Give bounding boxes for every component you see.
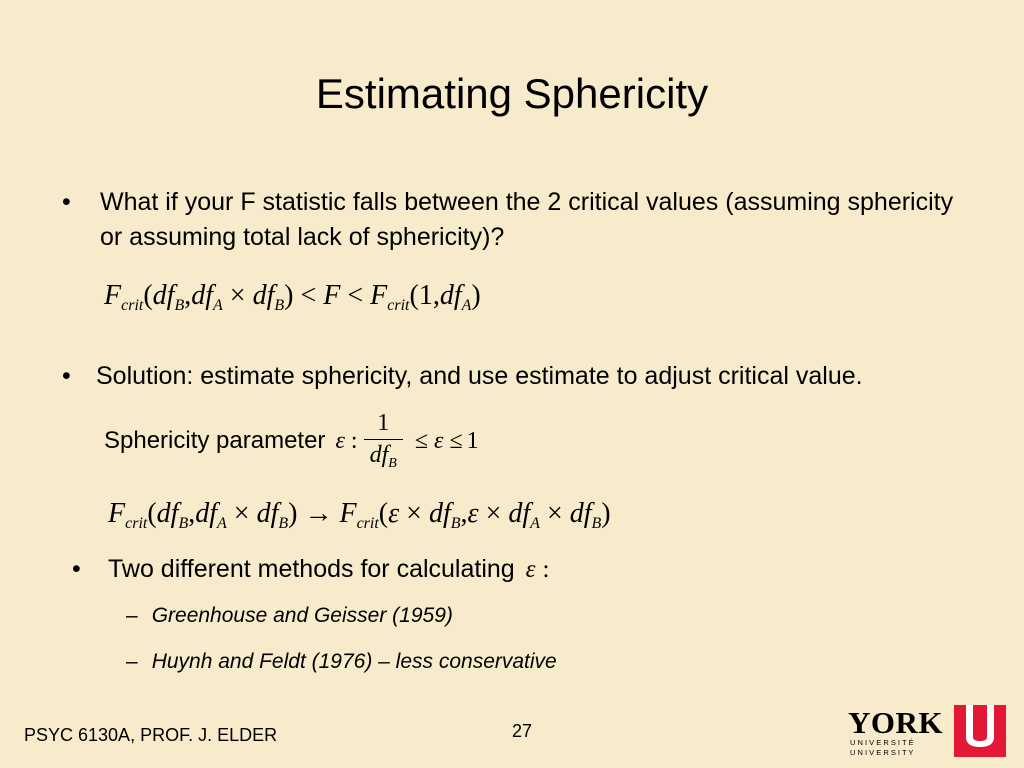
equation-adjusted: $F_{crit}(df_B,df_A \times df_B) \to F_{crit}(\varepsilon \times df_B,\varepsilon \times df_A \times df_B)$ [108,498,611,532]
bullet-solution-text: Solution: estimate sphericity, and use estimate to adjust critical value. [96,362,863,390]
svg-text:YORK: YORK [848,705,943,740]
bullet-solution [62,359,992,394]
bullet-question [62,185,962,255]
bullet-dot: • [72,555,81,583]
page-number: 27 [512,721,533,741]
bullet-dot: • [62,362,71,390]
york-logo-u-mark [954,705,1006,757]
sphericity-label: Sphericity parameter [104,427,326,454]
slide-title: Estimating Sphericity [315,70,709,117]
bullet-dot: • [62,188,71,216]
york-logo [848,703,1008,759]
svg-text:U N I V E R S I T Y: U N I V E R S I T Y [850,748,914,757]
equation-bounds: $F_{crit}(df_B,df_A \times df_B) < F < F_{crit}(1,df_A)$ [104,280,481,314]
bullet-methods: • Two different methods for calculating ε : [72,552,772,587]
fraction-one-over-dfb: $\frac{1}{df_B}$ [364,410,403,472]
svg-text:U N I V E R S I T É: U N I V E R S I T É [850,738,914,747]
bullet-methods-text: Two different methods for calculating [108,555,515,583]
method-greenhouse-geisser: – Greenhouse and Geisser (1959) [126,604,453,627]
sphericity-parameter: Sphericity parameter ε : $\frac{1}{df_B}$ ≤ ε ≤ 1 [104,410,479,471]
method-huynh-feldt: – Huynh and Feldt (1976) – less conservative [126,650,557,673]
bullet-question-text: What if your F statistic falls between the 2 critical values (assuming sphericity or assuming total lack of sphericity)? [100,188,954,251]
footer-course: PSYC 6130A, PROF. J. ELDER [24,725,278,745]
